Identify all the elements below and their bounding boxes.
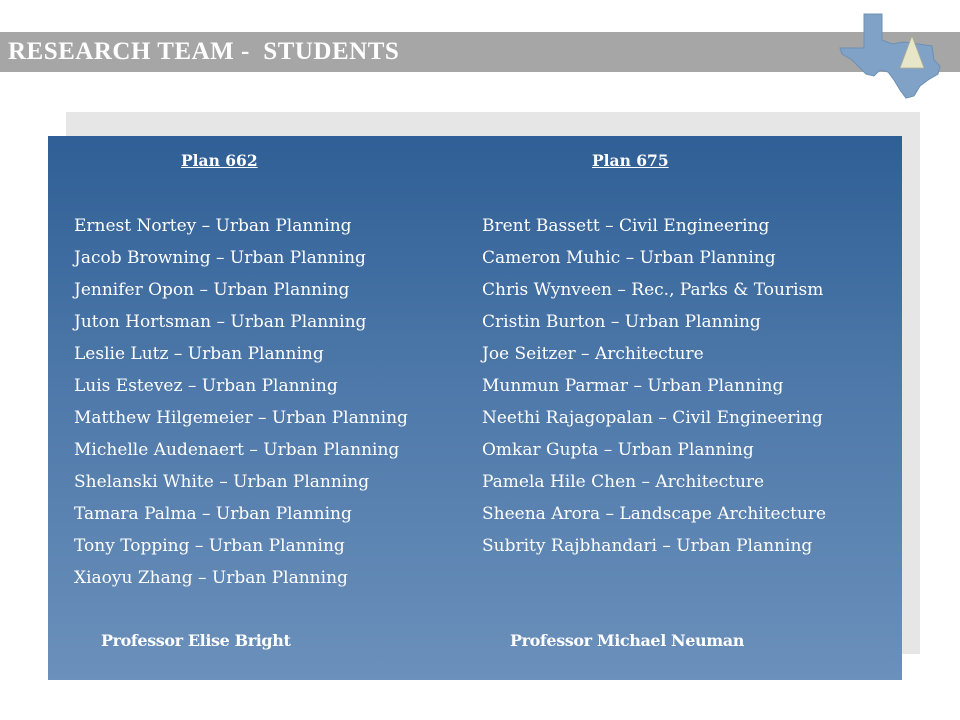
list-item: Ernest Nortey – Urban Planning [74, 216, 352, 236]
texas-shape [840, 14, 940, 98]
professor-name: Professor Elise Bright [101, 631, 291, 650]
list-item: Cristin Burton – Urban Planning [482, 312, 761, 332]
list-item: Pamela Hile Chen – Architecture [482, 472, 765, 492]
team-panel [48, 136, 902, 680]
texas-map-logo-icon [834, 10, 946, 100]
list-item: Cameron Muhic – Urban Planning [482, 248, 776, 268]
list-item: Subrity Rajbhandari – Urban Planning [482, 536, 813, 556]
list-item: Brent Bassett – Civil Engineering [482, 216, 770, 236]
list-item: Jennifer Opon – Urban Planning [74, 280, 350, 300]
list-item: Shelanski White – Urban Planning [74, 472, 370, 492]
list-item: Omkar Gupta – Urban Planning [482, 440, 754, 460]
list-item: Matthew Hilgemeier – Urban Planning [74, 408, 408, 428]
plan-heading: Plan 675 [592, 151, 669, 170]
list-item: Juton Hortsman – Urban Planning [74, 312, 367, 332]
list-item: Michelle Audenaert – Urban Planning [74, 440, 400, 460]
list-item: Leslie Lutz – Urban Planning [74, 344, 324, 364]
plan-heading: Plan 662 [181, 151, 258, 170]
list-item: Chris Wynveen – Rec., Parks & Tourism [482, 280, 824, 300]
student-list [482, 214, 826, 566]
list-item: Sheena Arora – Landscape Architecture [482, 504, 827, 524]
list-item: Jacob Browning – Urban Planning [74, 248, 366, 268]
list-item: Xiaoyu Zhang – Urban Planning [74, 568, 348, 588]
professor-name: Professor Michael Neuman [510, 631, 745, 650]
list-item: Joe Seitzer – Architecture [482, 344, 704, 364]
student-list [74, 214, 408, 598]
list-item: Tony Topping – Urban Planning [74, 536, 345, 556]
list-item: Luis Estevez – Urban Planning [74, 376, 338, 396]
list-item: Neethi Rajagopalan – Civil Engineering [482, 408, 823, 428]
list-item: Munmun Parmar – Urban Planning [482, 376, 784, 396]
list-item: Tamara Palma – Urban Planning [74, 504, 352, 524]
page-title: RESEARCH TEAM - STUDENTS [8, 38, 400, 65]
